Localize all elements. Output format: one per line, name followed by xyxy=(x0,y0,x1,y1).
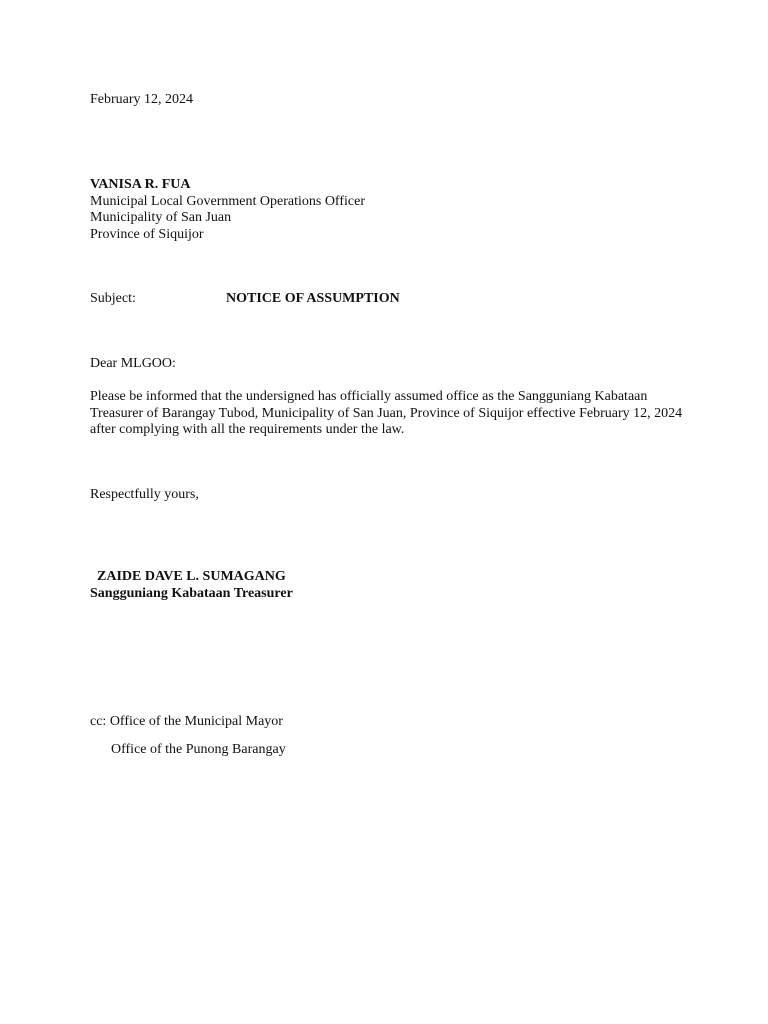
cc-line-punong-barangay: Office of the Punong Barangay xyxy=(111,742,286,757)
closing: Respectfully yours, xyxy=(90,487,199,502)
signatory-block xyxy=(90,569,293,602)
letter-body xyxy=(90,389,690,439)
letter-date: February 12, 2024 xyxy=(90,92,194,107)
signatory-position: Sangguniang Kabataan Treasurer xyxy=(90,585,293,601)
recipient-title: Municipal Local Government Operations Officer xyxy=(90,193,365,209)
recipient-province: Province of Siquijor xyxy=(90,226,204,242)
signatory-name: ZAIDE DAVE L. SUMAGANG xyxy=(97,569,286,584)
subject-value: NOTICE OF ASSUMPTION xyxy=(226,291,400,306)
body-paragraph: Please be informed that the undersigned has officially assumed office as the Sangguniang Kabataan Treasurer of Barangay Tubod, Municipality of San Juan, Province of Siquijor effective February 12, 2024 after complying with all the requirements under the law. xyxy=(90,389,683,437)
recipient-municipality: Municipality of San Juan xyxy=(90,210,232,225)
cc-line-mayor: cc: Office of the Municipal Mayor xyxy=(90,714,283,729)
recipient-name: VANISA R. FUA xyxy=(90,177,191,192)
subject-label: Subject: xyxy=(90,291,136,306)
salutation: Dear MLGOO: xyxy=(90,356,176,371)
recipient-block xyxy=(90,177,365,243)
cc-block xyxy=(90,714,286,759)
